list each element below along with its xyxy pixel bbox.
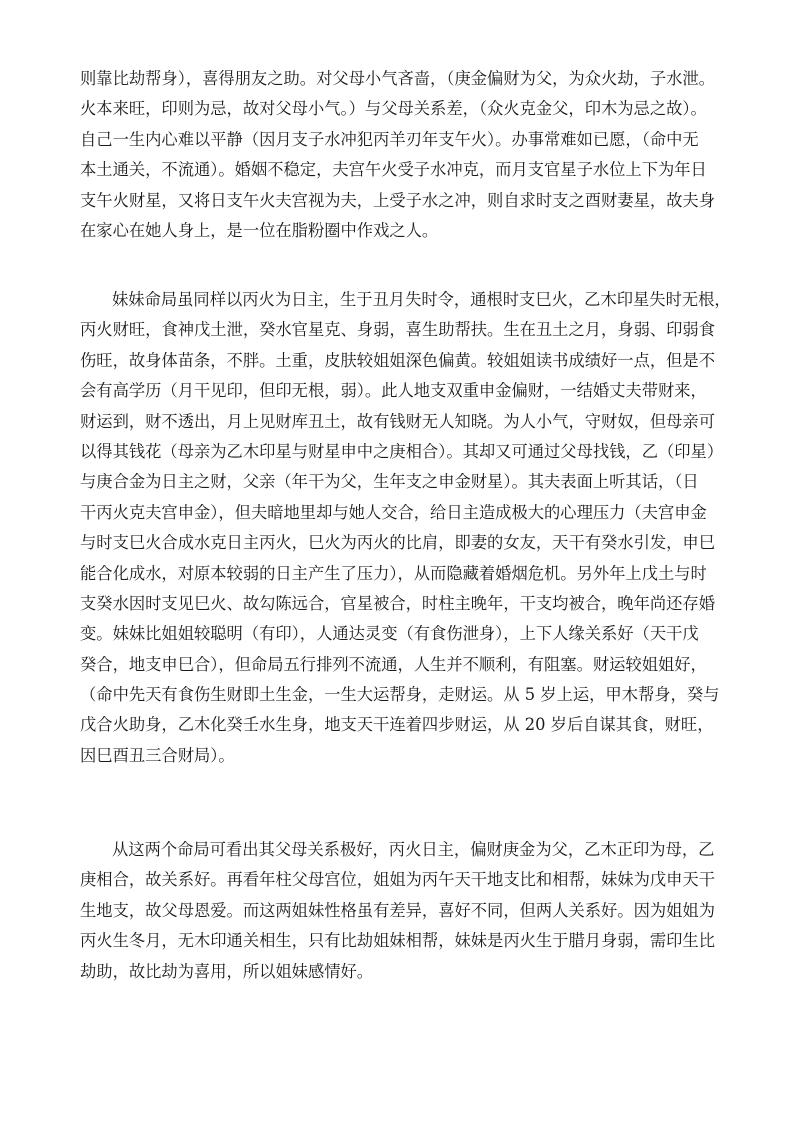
text-line: 财运到，财不透出，月上见财库丑土，故有钱财无人知晓。为人小气，守财奴，但母亲可 — [80, 411, 715, 431]
text-line: 干丙火克夫宫申金），但夫暗地里却与她人交合，给日主造成极大的心理压力（夫宫申金 — [80, 502, 707, 522]
text-line: 在家心在她人身上，是一位在脂粉圈中作戏之人。 — [80, 220, 439, 240]
text-line: 丙火生冬月，无木印通关相生，只有比劫姐妹相帮，妹妹是丙火生于腊月身弱，需印生比 — [80, 931, 715, 951]
text-line: 生地支，故父母恩爱。而这两姐妹性格虽有差异，喜好不同，但两人关系好。因为姐姐为 — [80, 900, 715, 920]
text-line: 从这两个命局可看出其父母关系极好，丙火日主，偏财庚金为父，乙木正印为母，乙 — [112, 840, 715, 859]
paragraph-conclusion — [80, 835, 720, 987]
text-line: 戊合火助身，乙木化癸壬水生身，地支天干连着四步财运，从 20 岁后自谋其食，财旺， — [80, 715, 714, 735]
paragraph-sister-younger — [80, 285, 731, 771]
text-line: 以得其钱花（母亲为乙木印星与财星申中之庚相合）。其却又可通过父母找钱，乙（印星） — [80, 441, 724, 461]
text-line: 变。妹妹比姐姐较聪明（有印），人通达灵变（有食伤泄身），上下人缘关系好（天干戊 — [80, 624, 699, 644]
text-line: 支午火财星，又将日支午火夫宫视为夫，上受子水之冲，则自求时支之酉财妻星，故夫身 — [80, 190, 715, 210]
text-line: 因巳酉丑三合财局）。 — [80, 745, 235, 765]
paragraph-sister-elder-continued — [80, 64, 720, 246]
text-line: 火本来旺，印则为忌，故对父母小气。）与父母关系差，（众火克金父，印木为忌之故）。 — [80, 99, 707, 119]
text-line: 与庚合金为日主之财，父亲（年干为父，生年支之申金财星）。其夫表面上听其话，（日 — [80, 472, 699, 492]
text-line: 则靠比劫帮身），喜得朋友之助。对父母小气吝啬，（庚金偏财为父，为众火劫，子水泄。 — [80, 69, 715, 88]
text-line: 庚相合，故关系好。再看年柱父母宫位，姐姐为丙午天干地支比和相帮，妹妹为戊申天干 — [80, 870, 715, 890]
text-line: 能合化成水，对原本较弱的日主产生了压力），从而隐藏着婚烟危机。另外年上戊土与时 — [80, 563, 707, 583]
text-line: 与时支巳火合成水克日主丙火，巳火为丙火的比肩，即妻的女友，天干有癸水引发，申巳 — [80, 533, 715, 553]
text-line: 丙火财旺，食神戊土泄，癸水官星克、身弱，喜生助帮扶。生在丑土之月，身弱、印弱食 — [80, 320, 715, 340]
text-line: 伤旺，故身体苗条，不胖。土重，皮肤较姐姐深色偏黄。较姐姐读书成绩好一点，但是不 — [80, 350, 715, 370]
text-line: 本土通关，不流通）。婚姻不稳定，夫宫午火受子水冲克，而月支官星子水位上下为年日 — [80, 160, 707, 180]
text-line: 自己一生内心难以平静（因月支子水冲犯丙羊刃年支午火）。办事常难如已愿，（命中无 — [80, 129, 699, 149]
text-line: （命中先天有食伤生财即土生金，一生大运帮身，走财运。从 5 岁上运，甲木帮身，癸与 — [80, 685, 720, 705]
text-line: 劫助，故比劫为喜用，所以姐妹感情好。 — [80, 961, 374, 981]
text-line: 癸合，地支申巳合），但命局五行排列不流通，人生并不顺利，有阻塞。财运较姐姐好， — [80, 654, 707, 674]
text-line: 支癸水因时支见巳火、故勾陈远合，官星被合，时柱主晚年，干支均被合，晚年尚还存婚 — [80, 593, 715, 613]
text-line: 妹妹命局虽同样以丙火为日主，生于丑月失时令，通根时支巳火，乙木印星失时无根， — [112, 290, 731, 309]
text-line: 会有高学历（月干见印，但印无根，弱）。此人地支双重申金偏财，一结婚丈夫带财来， — [80, 381, 707, 401]
